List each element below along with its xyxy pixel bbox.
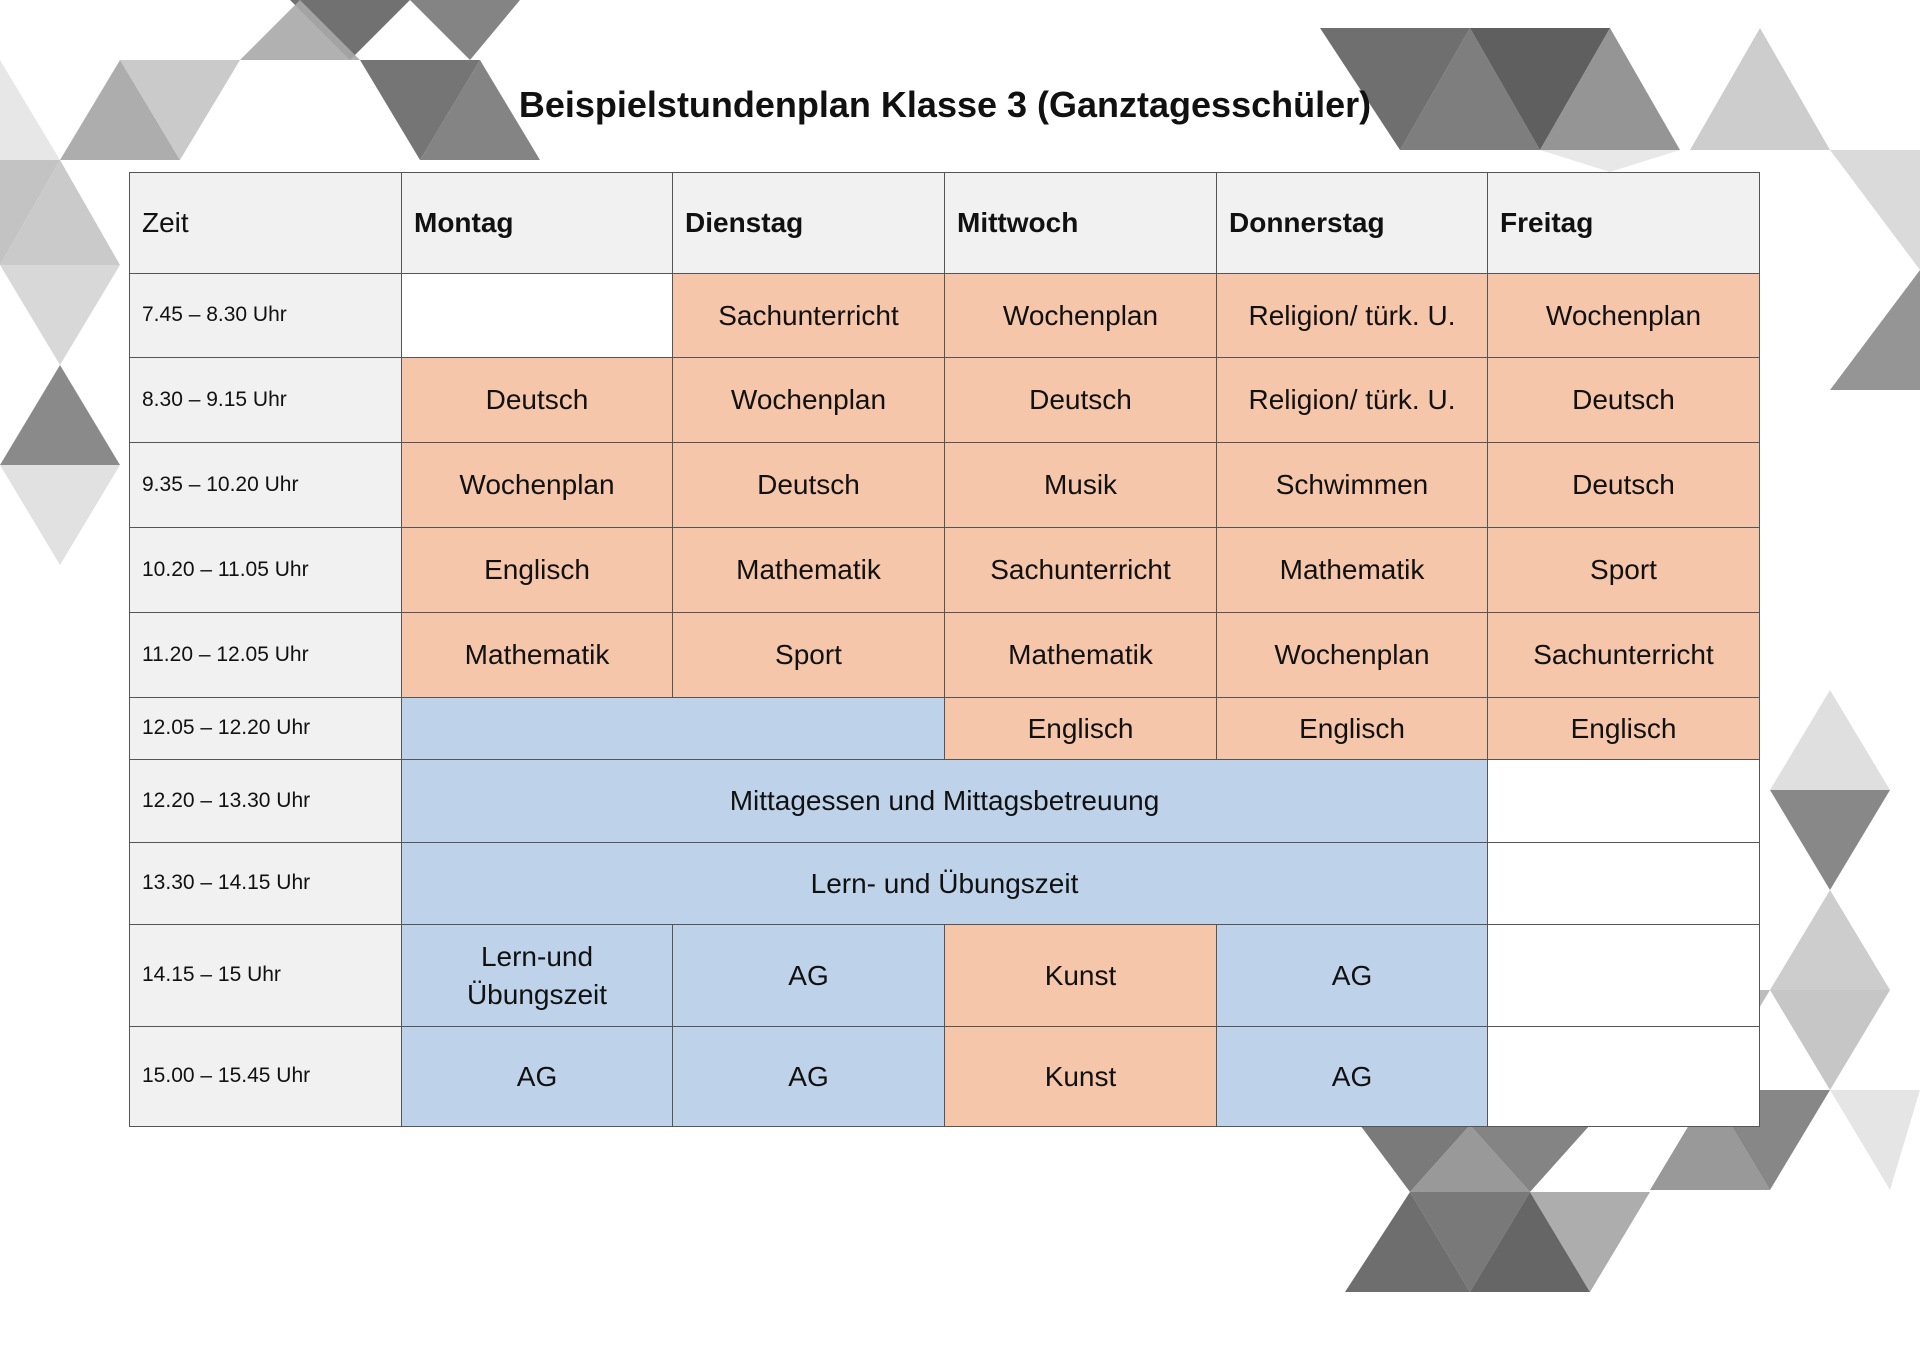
empty-cell [1488,760,1760,843]
lesson-cell: Englisch [402,528,673,613]
lesson-cell: Englisch [1488,698,1760,760]
lesson-cell: Sachunterricht [1488,613,1760,698]
lesson-cell: Sport [673,613,945,698]
lesson-cell: Mathematik [1217,528,1488,613]
lesson-cell: Wochenplan [402,443,673,528]
header-mittwoch: Mittwoch [945,173,1217,274]
table-row [130,1027,1760,1127]
time-cell: 11.20 – 12.05 Uhr [130,613,402,698]
time-cell: 9.35 – 10.20 Uhr [130,443,402,528]
lesson-cell: Englisch [945,698,1217,760]
lesson-cell [402,274,673,358]
lesson-cell: Englisch [1217,698,1488,760]
table-row [130,613,1760,698]
lesson-cell: Sachunterricht [945,528,1217,613]
table-row [130,760,1760,843]
header-dienstag: Dienstag [673,173,945,274]
study-time-cell: Lern- und Übungszeit [402,843,1488,925]
header-freitag: Freitag [1488,173,1760,274]
lesson-cell: Sport [1488,528,1760,613]
time-cell: 15.00 – 15.45 Uhr [130,1027,402,1127]
lesson-cell: Deutsch [402,358,673,443]
lesson-cell: Musik [945,443,1217,528]
time-cell: 14.15 – 15 Uhr [130,925,402,1027]
time-cell: 8.30 – 9.15 Uhr [130,358,402,443]
lesson-cell: Lern-und Übungszeit [402,925,673,1027]
empty-cell [1488,925,1760,1027]
lesson-cell: Deutsch [673,443,945,528]
lesson-cell: Mathematik [402,613,673,698]
lesson-cell: AG [1217,925,1488,1027]
table-row [130,443,1760,528]
lesson-cell: Wochenplan [945,274,1217,358]
table-row [130,274,1760,358]
table-row [130,358,1760,443]
header-zeit: Zeit [130,173,402,274]
lesson-cell: AG [402,1027,673,1127]
time-cell: 7.45 – 8.30 Uhr [130,274,402,358]
lesson-cell: Religion/ türk. U. [1217,358,1488,443]
lesson-cell: Kunst [945,1027,1217,1127]
lesson-cell: Deutsch [1488,443,1760,528]
table-row [130,843,1760,925]
lunch-cell: Mittagessen und Mittagsbetreuung [402,760,1488,843]
lesson-cell: AG [673,925,945,1027]
lesson-cell: Schwimmen [1217,443,1488,528]
header-montag: Montag [402,173,673,274]
time-cell: 12.05 – 12.20 Uhr [130,698,402,760]
table-row [130,925,1760,1027]
time-cell: 12.20 – 13.30 Uhr [130,760,402,843]
empty-cell [1488,843,1760,925]
lesson-cell: Mathematik [945,613,1217,698]
lesson-cell: Kunst [945,925,1217,1027]
table-row [130,698,1760,760]
lesson-cell: Wochenplan [1217,613,1488,698]
lesson-cell: Mathematik [673,528,945,613]
lesson-cell: Religion/ türk. U. [1217,274,1488,358]
empty-cell [1488,1027,1760,1127]
table-row [130,528,1760,613]
lesson-cell: Deutsch [945,358,1217,443]
lesson-cell: Wochenplan [1488,274,1760,358]
timetable [129,172,1760,1127]
time-cell: 10.20 – 11.05 Uhr [130,528,402,613]
lesson-cell: Wochenplan [673,358,945,443]
lesson-cell: Deutsch [1488,358,1760,443]
lesson-cell: AG [673,1027,945,1127]
header-donnerstag: Donnerstag [1217,173,1488,274]
care-cell [402,698,945,760]
lesson-cell: AG [1217,1027,1488,1127]
lesson-cell: Sachunterricht [673,274,945,358]
time-cell: 13.30 – 14.15 Uhr [130,843,402,925]
header-row [130,173,1760,274]
page-title: Beispielstundenplan Klasse 3 (Ganztagesschüler) [518,84,1372,125]
